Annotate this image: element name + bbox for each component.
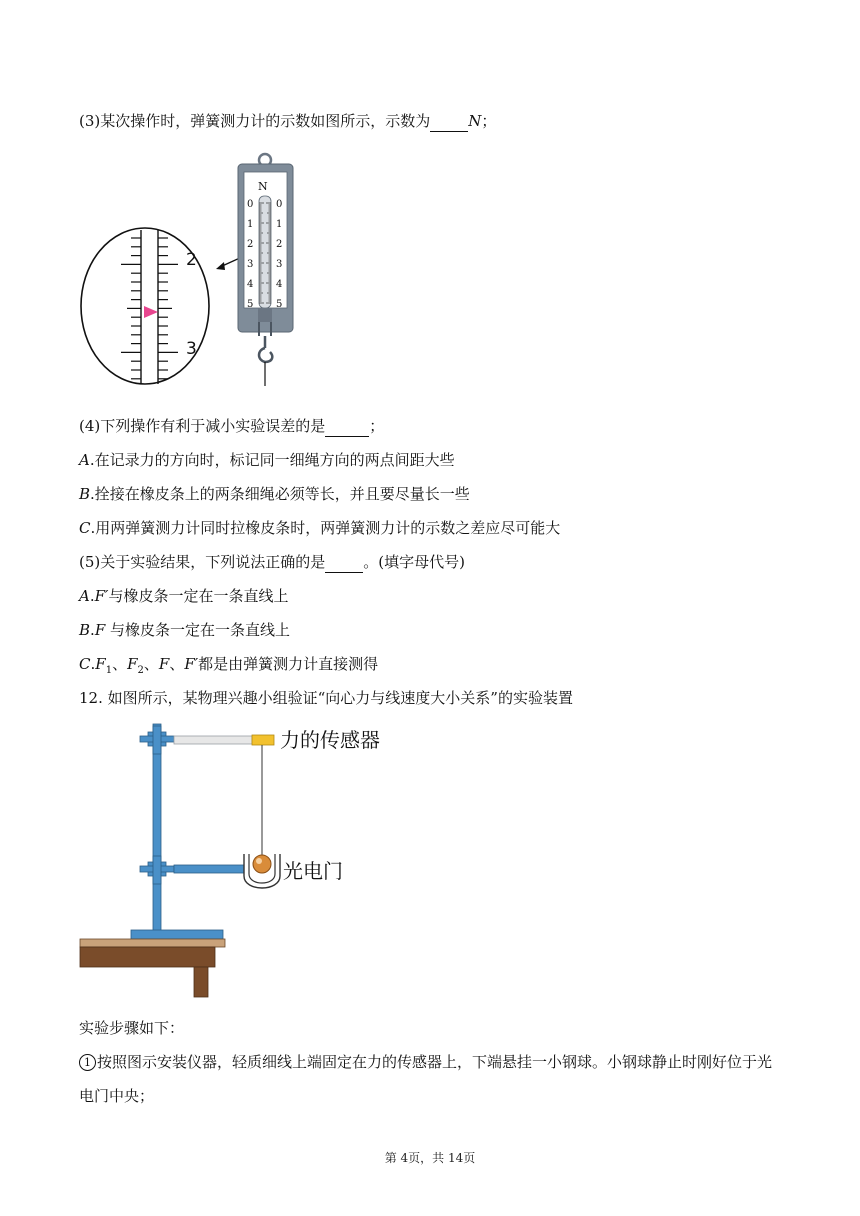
scale-tick-label-right: 3 [276, 259, 283, 270]
symbol-f-prime: F′ [184, 655, 199, 673]
zoom-view [81, 228, 209, 384]
page-footer [0, 1149, 860, 1166]
table [80, 939, 225, 997]
zoom-label-top: 2 [186, 250, 197, 270]
q4-option-b [79, 484, 470, 504]
separator: 、 [112, 655, 128, 673]
q5-answer-blank[interactable] [325, 552, 363, 573]
q3-line [79, 111, 496, 132]
step1-line2 [79, 1086, 154, 1106]
steel-ball [253, 855, 271, 873]
q5-option-b: B.F 与橡皮条一定在一条直线上 [79, 621, 291, 639]
option-symbol: F′ [94, 587, 109, 605]
separator: 、 [143, 655, 159, 673]
scale-tick-label-right: 0 [276, 199, 283, 210]
q12-text: 12. 如图所示，某物理兴趣小组验证“向心力与线速度大小关系”的实验装置 [79, 689, 573, 707]
scale-tick-label-left: 0 [247, 199, 254, 210]
subscript-2: 2 [137, 665, 144, 676]
q4-answer-blank[interactable] [325, 416, 369, 437]
scale-unit-label: N [258, 180, 268, 193]
scale-tick-label-right: 1 [276, 219, 283, 230]
q4-end: ； [369, 417, 385, 435]
scale-tick-label-left: 5 [247, 299, 254, 310]
step1-text-cont: 电门中央； [79, 1087, 155, 1105]
step-number-circle: 1 [79, 1054, 96, 1071]
q5-text: (5)关于实验结果，下列说法正确的是 [79, 553, 326, 571]
label-photogate: 光电门 [283, 859, 343, 883]
q4-text: (4)下列操作有利于减小实验误差的是 [79, 417, 326, 435]
scale-tick-label-right: 4 [276, 279, 283, 290]
steps-title-text: 实验步骤如下： [79, 1019, 185, 1037]
option-text: .在记录力的方向时，标记同一细绳方向的两点间距大些 [89, 451, 455, 469]
page-number: 第 4页，共 14页 [384, 1151, 476, 1165]
option-text: .拴接在橡皮条上的两条细绳必须等长，并且要尽量长一些 [90, 485, 470, 503]
spring-scale [238, 154, 293, 386]
option-letter: B [79, 621, 91, 639]
spring-scale-figure [78, 150, 308, 390]
scale-tick-label-right: 5 [276, 299, 283, 310]
option-text: 都是由弹簧测力计直接测得 [198, 655, 379, 673]
label-force-sensor: 力的传感器 [280, 728, 380, 752]
separator: 、 [169, 655, 185, 673]
symbol-f2: F [127, 655, 138, 673]
q3-answer-blank[interactable] [430, 111, 468, 132]
option-letter: A [79, 451, 90, 469]
scale-tick-label-right: 2 [276, 239, 283, 250]
q5-line [79, 552, 465, 573]
steps-title [79, 1018, 184, 1038]
zoom-label-bottom: 3 [186, 339, 197, 359]
symbol-f1: F [95, 655, 106, 673]
subscript-1: 1 [105, 665, 113, 676]
q3-end: ； [481, 112, 497, 130]
scale-tick-label-left: 4 [247, 279, 254, 290]
option-text: 与橡皮条一定在一条直线上 [105, 621, 291, 639]
q12-line [79, 688, 573, 708]
top-clamp [140, 726, 174, 754]
scale-tick-label-left: 2 [247, 239, 254, 250]
q5-option-c: $C.F_1$、$F_2$、F、F′都是由弹簧测力计直接测得 [79, 655, 379, 676]
step1-text: 按照图示安装仪器，轻质细线上端固定在力的传感器上，下端悬挂一小钢球。小钢球静止时刚好位于光 [97, 1053, 773, 1071]
q3-unit: N [468, 112, 482, 130]
option-letter: C [79, 519, 91, 537]
apparatus-figure [78, 718, 398, 1000]
step1-line1 [79, 1052, 772, 1072]
middle-clamp [140, 856, 174, 884]
q3-text: (3)某次操作时，弹簧测力计的示数如图所示，示数为 [79, 112, 431, 130]
q4-option-a [79, 450, 455, 470]
option-letter: A [79, 587, 90, 605]
option-letter: B [79, 485, 91, 503]
scale-tick-label-left: 3 [247, 259, 254, 270]
symbol-f: F [158, 655, 170, 673]
option-text: .用两弹簧测力计同时拉橡皮条时，两弹簧测力计的示数之差应尽可能大 [90, 519, 561, 537]
option-letter: C [79, 655, 91, 673]
q4-option-c [79, 518, 560, 538]
option-symbol: F [94, 621, 106, 639]
q5-end: 。(填字母代号) [363, 553, 465, 571]
option-text: 与橡皮条一定在一条直线上 [108, 587, 289, 605]
q4-line [79, 416, 384, 437]
q5-option-a: A.F′与橡皮条一定在一条直线上 [79, 587, 289, 605]
scale-tick-label-left: 1 [247, 219, 254, 230]
